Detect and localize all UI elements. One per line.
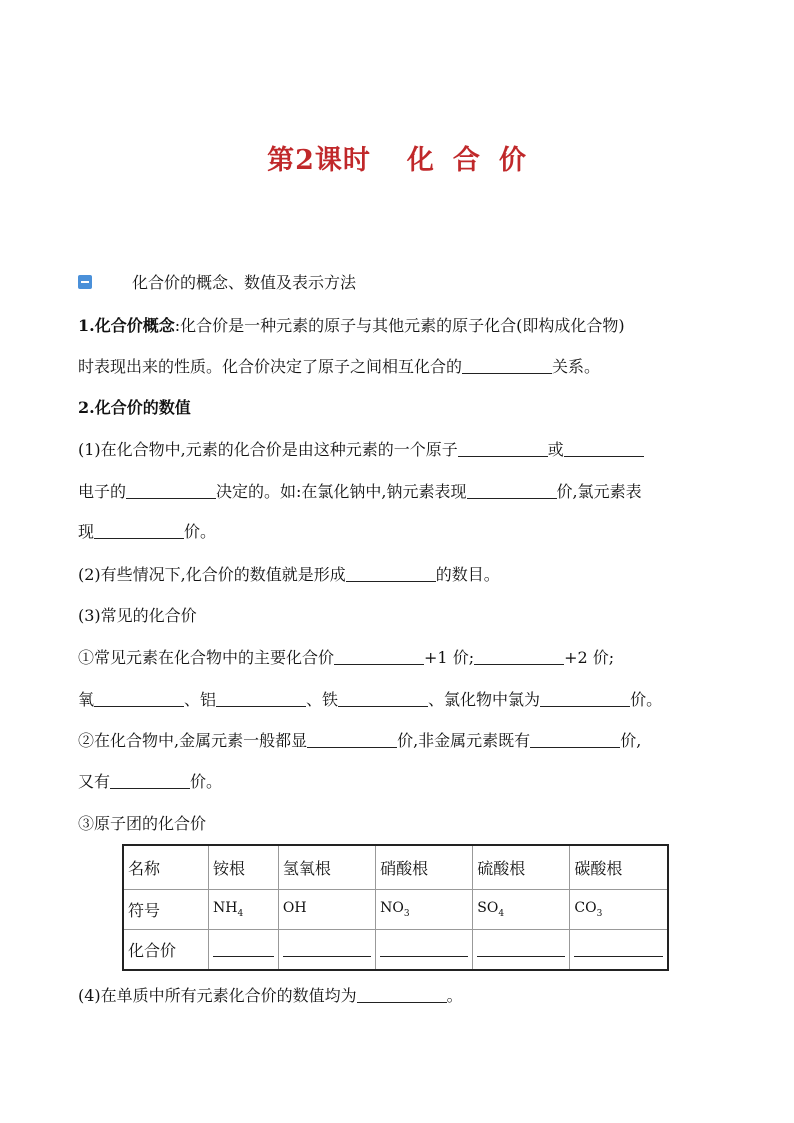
answer-cell[interactable]: [570, 930, 668, 971]
symbol-sub: 4: [237, 908, 244, 919]
title-number: 2: [295, 145, 315, 176]
paragraph: [78, 398, 191, 418]
table-cell: 铵根: [209, 845, 279, 890]
term-lead: 1.化合价概念: [78, 316, 175, 335]
text: 价。: [630, 690, 663, 709]
title-char: 合: [452, 145, 481, 176]
text: 时表现出来的性质。化合价决定了原子之间相互化合的: [78, 357, 463, 376]
text: (3)常见的化合价: [78, 606, 197, 625]
title-part: 课时: [314, 145, 371, 176]
answer-cell[interactable]: [209, 930, 279, 971]
paragraph: [78, 316, 625, 336]
row-label: 名称: [123, 845, 209, 890]
answer-blank[interactable]: [126, 482, 216, 499]
radical-valence-table: [122, 844, 669, 971]
text: (1)在化合物中,元素的化合价是由这种元素的一个原子: [78, 440, 458, 459]
text: 的数目。: [435, 565, 500, 584]
paragraph: [78, 440, 644, 460]
answer-cell[interactable]: [376, 930, 473, 971]
text: 、铁: [306, 690, 339, 709]
answer-blank[interactable]: [530, 731, 620, 748]
section-heading: [78, 273, 356, 293]
answer-blank[interactable]: [467, 482, 557, 499]
text: 。: [446, 986, 463, 1005]
symbol-sub: 3: [403, 908, 410, 919]
text: 电子的: [78, 482, 127, 501]
paragraph: [78, 565, 500, 585]
answer-blank[interactable]: [334, 648, 424, 665]
answer-blank[interactable]: [540, 690, 630, 707]
answer-cell[interactable]: [473, 930, 570, 971]
text: 氧: [78, 690, 95, 709]
text: (2)有些情况下,化合价的数值就是形成: [78, 565, 346, 584]
text: 价,: [620, 731, 642, 750]
paragraph: [78, 986, 463, 1006]
paragraph: [78, 814, 206, 834]
text: 或: [547, 440, 564, 459]
table-cell: [278, 890, 375, 930]
answer-blank[interactable]: [307, 731, 397, 748]
row-label: 符号: [123, 890, 209, 930]
text: 、铝: [184, 690, 217, 709]
text: 、氯化物中氯为: [428, 690, 541, 709]
text: ③原子团的化合价: [78, 814, 207, 833]
text: :化合价是一种元素的原子与其他元素的原子化合(即构成化合物): [174, 316, 625, 335]
section-label: 化合价的概念、数值及表示方法: [132, 273, 357, 292]
table-cell: [376, 890, 473, 930]
text: 关系。: [552, 357, 601, 376]
answer-blank[interactable]: [474, 648, 564, 665]
answer-blank[interactable]: [458, 440, 548, 457]
subheading: 2.化合价的数值: [78, 398, 191, 417]
table-row: [123, 845, 668, 890]
text: ①常见元素在化合物中的主要化合价: [78, 648, 335, 667]
text: 现: [78, 522, 95, 541]
text: (4)在单质中所有元素化合价的数值均为: [78, 986, 357, 1005]
paragraph: [78, 648, 614, 668]
text: 价。: [184, 522, 217, 541]
answer-blank[interactable]: [357, 986, 447, 1003]
text: 价,非金属元素既有: [397, 731, 531, 750]
symbol-sub: 4: [498, 908, 505, 919]
paragraph: [78, 606, 197, 626]
paragraph: [78, 482, 642, 502]
text: 价。: [190, 772, 223, 791]
table-cell: [209, 890, 279, 930]
table-cell: 碳酸根: [570, 845, 668, 890]
text: 又有: [78, 772, 111, 791]
answer-blank[interactable]: [216, 690, 306, 707]
text: 价,氯元素表: [556, 482, 642, 501]
symbol-base: OH: [282, 900, 307, 917]
table-row: [123, 890, 668, 930]
title-part: 第: [267, 145, 296, 176]
table-cell: 硝酸根: [376, 845, 473, 890]
symbol-sub: 3: [596, 908, 603, 919]
table-cell: 氢氧根: [278, 845, 375, 890]
answer-cell[interactable]: [278, 930, 375, 971]
paragraph: [78, 357, 600, 377]
paragraph: [78, 522, 216, 542]
title-char: 化: [406, 145, 435, 176]
text: 决定的。如:在氯化钠中,钠元素表现: [216, 482, 467, 501]
text: +2 价;: [564, 648, 615, 667]
answer-blank[interactable]: [94, 690, 184, 707]
minus-icon: [78, 275, 92, 289]
page-title: [0, 138, 794, 177]
symbol-base: SO: [477, 900, 499, 917]
title-char: 价: [498, 145, 527, 176]
symbol-base: NH: [213, 900, 238, 917]
paragraph: [78, 772, 222, 792]
paragraph: [78, 690, 662, 710]
table-row: [123, 930, 668, 971]
answer-blank[interactable]: [346, 565, 436, 582]
answer-blank[interactable]: [94, 522, 184, 539]
table-cell: [570, 890, 668, 930]
text: +1 价;: [424, 648, 475, 667]
row-label: 化合价: [123, 930, 209, 971]
text: ②在化合物中,金属元素一般都显: [78, 731, 308, 750]
answer-blank[interactable]: [564, 440, 644, 457]
answer-blank[interactable]: [338, 690, 428, 707]
answer-blank[interactable]: [110, 772, 190, 789]
table-cell: [473, 890, 570, 930]
symbol-base: CO: [574, 900, 597, 917]
answer-blank[interactable]: [462, 357, 552, 374]
symbol-base: NO: [380, 900, 404, 917]
table-cell: 硫酸根: [473, 845, 570, 890]
paragraph: [78, 731, 641, 751]
